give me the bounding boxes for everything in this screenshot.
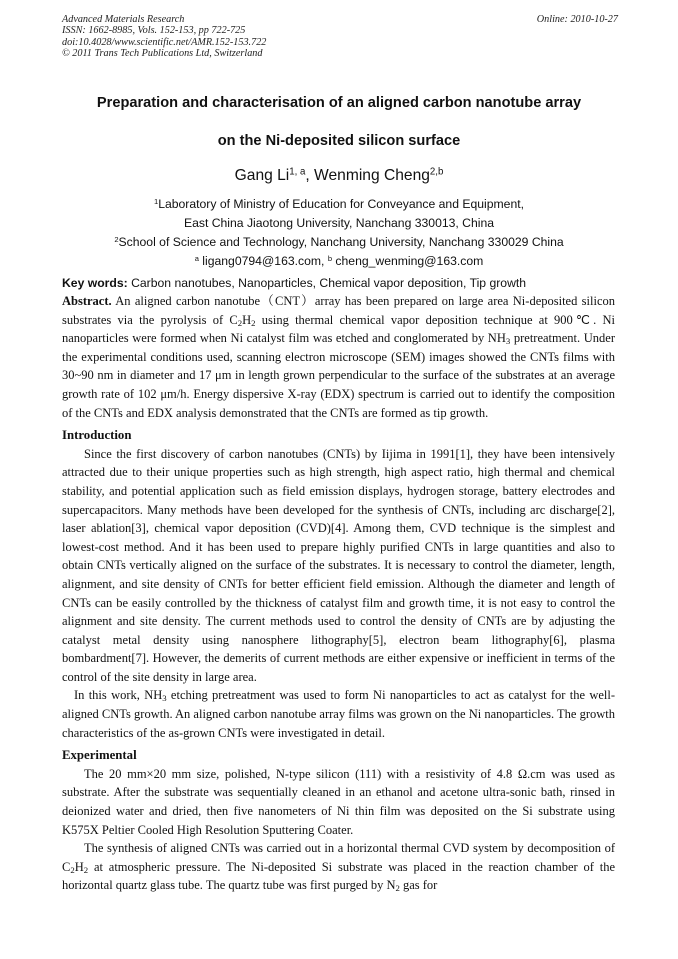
paper-title bbox=[40, 84, 638, 160]
journal-name: Advanced Materials Research bbox=[62, 14, 185, 25]
journal-header bbox=[62, 14, 618, 60]
paper-body bbox=[62, 292, 615, 895]
online-date: Online: 2010-10-27 bbox=[536, 14, 618, 25]
author-2: Wenming Cheng bbox=[314, 167, 430, 184]
abstract-text-1: An aligned carbon nanotube（CNT）array has been prepared on large area Ni-deposited silicon substrates via the pyrolysis of C bbox=[62, 294, 615, 327]
author-1: Gang Li bbox=[234, 167, 290, 184]
introduction-paragraph-2 bbox=[62, 686, 615, 742]
affiliation-1-text: Laboratory of Ministry of Education for Conveyance and Equipment, bbox=[158, 197, 525, 211]
experimental-paragraph-2 bbox=[62, 839, 615, 895]
intro-p2-text-2: etching pretreatment was used to form Ni nanoparticles to act as catalyst for the well-aligned CNTs growth. An aligned carbon nanotube array films was grown on the Ni nanoparticles. The growth characteristics of the as-grown CNTs were investigated in detail. bbox=[62, 688, 616, 740]
email-b: cheng_wenming@163.com bbox=[332, 254, 484, 268]
keywords-label: Key words: bbox=[62, 276, 128, 290]
exp-p2-text-4: gas for bbox=[399, 878, 438, 893]
emails bbox=[0, 252, 678, 271]
exp-p2-text-2: H bbox=[74, 859, 84, 874]
journal-issn: ISSN: 1662-8985, Vols. 152-153, pp 722-725 bbox=[62, 25, 246, 37]
journal-copyright: © 2011 Trans Tech Publications Ltd, Switzerland bbox=[62, 48, 263, 60]
abstract-sub-3: 3 bbox=[505, 335, 511, 346]
abstract bbox=[62, 292, 615, 422]
affiliation-1-cont: East China Jiaotong University, Nanchang 330013, China bbox=[183, 216, 495, 230]
experimental-heading: Experimental bbox=[62, 748, 137, 763]
keywords-text: Carbon nanotubes, Nanoparticles, Chemical vapor deposition, Tip growth bbox=[127, 276, 527, 290]
keywords bbox=[62, 275, 622, 291]
abstract-text-4: pretreatment. Under the experimental conditions used, scanning electron microscope (SEM) images showed the CNTs films with 30~90 nm in diameter and 17 μm in length grown perpendicular to the surface of the substrates at an average growth rate of 102 μm/h. Energy dispersive X-ray (EDX) spectrum is carried out to identify the composition of the CNTs and EDX analysis demonstrated that the CNTs are formed as tip growth. bbox=[62, 331, 615, 420]
abstract-label: Abstract. bbox=[62, 294, 112, 308]
intro-p2-text-1: In this work, NH bbox=[74, 688, 163, 703]
abstract-sub-2: 2 bbox=[251, 317, 256, 328]
exp-p2-sub-3: 2 bbox=[395, 883, 400, 894]
abstract-text-3: using thermal chemical vapor deposition technique at 900℃. Ni nanoparticles were formed when Ni catalyst film was etched and conglomerated by NH bbox=[62, 312, 615, 346]
intro-p2-sub: 3 bbox=[162, 693, 167, 704]
abstract-sub-1: 2 bbox=[237, 317, 243, 328]
author-separator: , bbox=[305, 167, 315, 184]
affiliation-1 bbox=[0, 195, 678, 214]
title-line-1: Preparation and characterisation of an aligned carbon nanotube array bbox=[96, 95, 582, 111]
email-a-mark: a bbox=[194, 253, 199, 263]
author-2-affiliation-mark: 2,b bbox=[429, 166, 444, 178]
exp-p2-text-1: The synthesis of aligned CNTs was carried out in a horizontal thermal CVD system by decomposition of C bbox=[62, 841, 615, 874]
introduction-paragraph-1: Since the first discovery of carbon nanotubes (CNTs) by Iijima in 1991[1], they have been intensively attracted due to their unique properties such as high strength, high aspect ratio, high thermal and chemical stability, and potential application such as field emission displays, hydrogen storage, battery electrodes and supercapacitors. Many methods have been developed for the synthesis of CNTs, including arc discharge[2], laser ablation[3], chemical vapor deposition (CVD)[4]. Among them, CVD technique is the simplest and lowest-cost method. And it has been used to prepare highly purified CNTs in large quantities and also to obtain CNTs vertically aligned on the surface of the substrates. It is necessary to control the diameter, length, alignment, and site density of CNTs for better efficient field emission. Although the diameter and length of CNTs can be easily controlled by the thickness of catalyst film and growth time, it is not easy to control the alignment and site density. The current methods used to control the density of CNTs are by adjusting the catalyst metal density using nanosphere lithography[5], electron beam lithography[6], plasma bombardment[7]. However, the demerits of current methods are either expensive or inefficient in terms of the control of the site density in large area. bbox=[62, 446, 615, 684]
affiliations bbox=[0, 195, 678, 271]
email-a: ligang0794@163.com, bbox=[198, 254, 328, 268]
exp-p2-text-3: at atmospheric pressure. The Ni-deposited Si substrate was placed in the reaction chamber of the horizontal quartz glass tube. The quartz tube was first purged by N bbox=[62, 859, 615, 893]
exp-p2-sub-2: 2 bbox=[83, 864, 89, 875]
author-list bbox=[0, 166, 678, 186]
introduction-heading: Introduction bbox=[62, 428, 132, 443]
affiliation-1-mark: 1 bbox=[153, 196, 159, 206]
affiliation-2-text: School of Science and Technology, Nanchang University, Nanchang 330029 China bbox=[118, 235, 564, 249]
email-b-mark: b bbox=[327, 253, 333, 263]
author-1-affiliation-mark: 1, a bbox=[289, 166, 306, 178]
affiliation-2-mark: 2 bbox=[114, 234, 119, 244]
abstract-text-2: H bbox=[242, 312, 252, 327]
title-line-2: on the Ni-deposited silicon surface bbox=[217, 133, 461, 149]
journal-doi: doi:10.4028/www.scientific.net/AMR.152-153.722 bbox=[62, 36, 267, 48]
exp-p2-sub-1: 2 bbox=[70, 864, 75, 875]
journal-info bbox=[62, 14, 618, 60]
experimental-paragraph-1: The 20 mm×20 mm size, polished, N-type silicon (111) with a resistivity of 4.8 Ω.cm was used as substrate. After the substrate was sequentially cleaned in an ethanol and acetone ultra-sonic bath, rinsed in deionized water and dried, then five nanometers of Ni thin film was deposited on the Si substrate using K575X Peltier Cooled High Resolution Sputtering Coater. bbox=[62, 766, 615, 837]
affiliation-2 bbox=[0, 233, 678, 252]
